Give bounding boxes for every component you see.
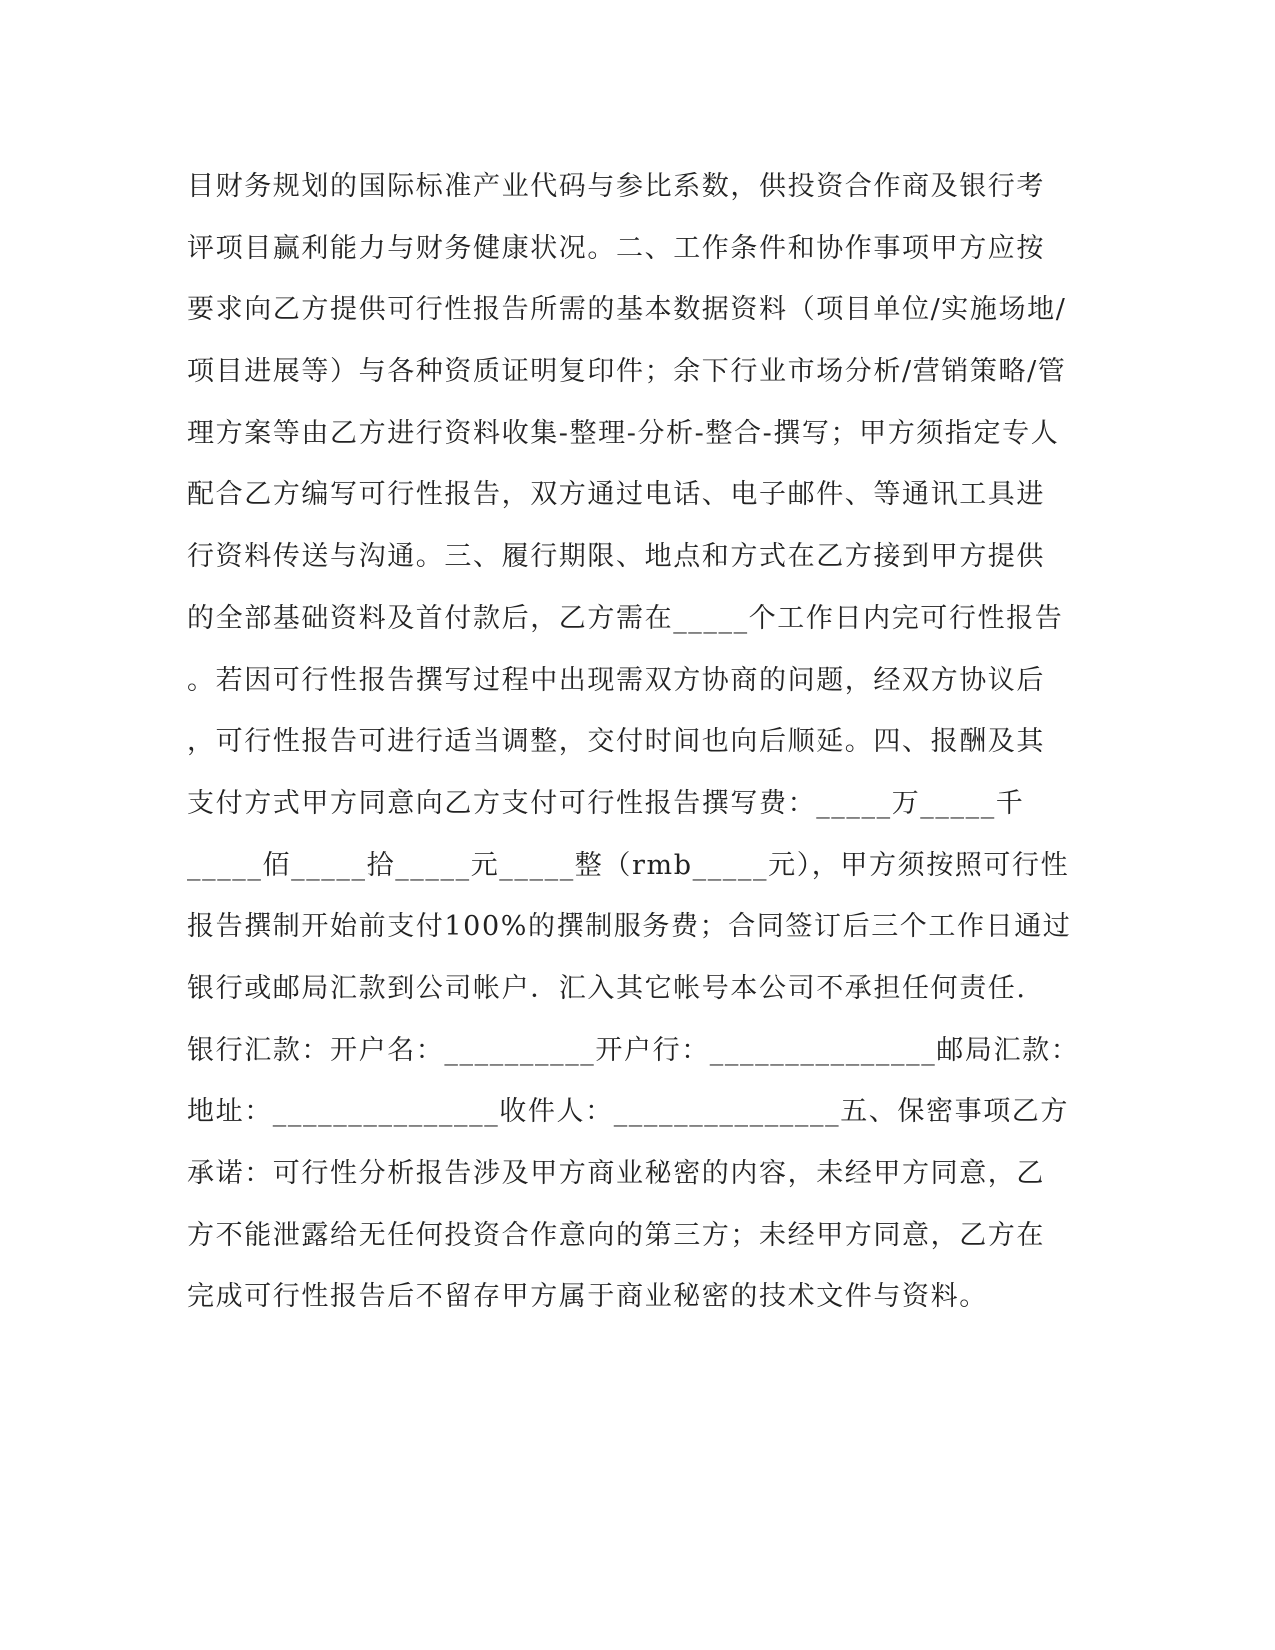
text-line: 。若因可行性报告撰写过程中出现需双方协商的问题，经双方协议后: [187, 664, 1045, 696]
text-line: 项目进展等）与各种资质证明复印件；余下行业市场分析/营销策略/管: [187, 356, 1067, 388]
body-text: [187, 165, 1087, 1337]
text-line: 支付方式甲方同意向乙方支付可行性报告撰写费：_____万_____千: [187, 787, 1025, 819]
text-line: 地址：_______________收件人：_______________五、保密事项乙方: [187, 1096, 1069, 1128]
text-line: 目财务规划的国际标准产业代码与参比系数，供投资合作商及银行考: [187, 171, 1045, 202]
text-line: 承诺：可行性分析报告涉及甲方商业秘密的内容，未经甲方同意，乙: [187, 1158, 1045, 1189]
text-line: 报告撰制开始前支付100%的撰制服务费；合同签订后三个工作日通过: [187, 911, 1072, 943]
text-line: 的全部基础资料及首付款后，乙方需在_____个工作日内完可行性报告: [187, 602, 1064, 634]
text-line: 配合乙方编写可行性报告，双方通过电话、电子邮件、等通讯工具进: [187, 479, 1045, 511]
text-line: 完成可行性报告后不留存甲方属于商业秘密的技术文件与资料。: [187, 1281, 988, 1313]
text-line: _____佰_____拾_____元_____整（rmb_____元），甲方须按照可行性: [187, 849, 1070, 881]
text-line: 理方案等由乙方进行资料收集-整理-分析-整合-撰写；甲方须指定专人: [187, 417, 1060, 449]
text-line: 评项目赢利能力与财务健康状况。二、工作条件和协作事项甲方应按: [187, 232, 1045, 264]
text-line: 方不能泄露给无任何投资合作意向的第三方；未经甲方同意，乙方在: [187, 1219, 1045, 1251]
text-line: 要求向乙方提供可行性报告所需的基本数据资料（项目单位/实施场地/: [187, 294, 1067, 326]
text-line: 行资料传送与沟通。三、履行期限、地点和方式在乙方接到甲方提供: [187, 541, 1045, 573]
text-line: 银行或邮局汇款到公司帐户．汇入其它帐号本公司不承担任何责任.: [187, 972, 1027, 1004]
text-line: 银行汇款：开户名：__________开户行：_______________邮局汇款：: [187, 1034, 1080, 1066]
text-line: ，可行性报告可进行适当调整，交付时间也向后顺延。四、报酬及其: [187, 726, 1045, 758]
